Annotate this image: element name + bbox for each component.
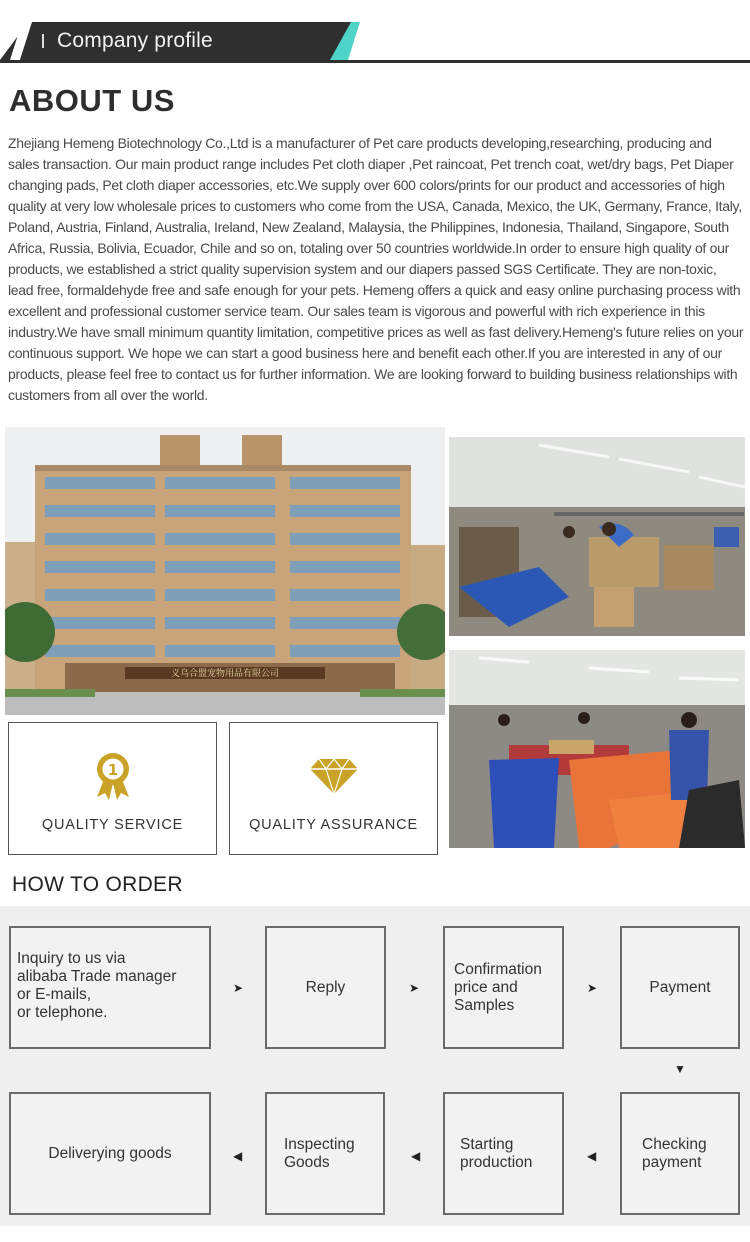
- about-title: ABOUT US: [9, 83, 175, 118]
- about-text: Zhejiang Hemeng Biotechnology Co.,Ltd is a manufacturer of Pet care products developing,researching, producing and sales transaction. Our main product range includes Pet cloth diaper ,Pet raincoat, Pet trench coat, wet/dry bags, Pet Diaper changing pads, Pet cloth diaper accessories, etc.We supply over 600 colors/prints for our product and accessories of high quality at very low wholesale prices to customers who come from the USA, Canada, Mexico, the UK, Germany, France, Italy, Poland, Austria, Finland, Australia, Ireland, New Zealand, Malaysia, the Philippines, Indonesia, Thailand, Singapore, South Africa, Russia, Bolivia, Ecuador, Chile and so on, totaling over 50 countries worldwide.In order to ensure high quality of our products, we established a strict quality supervision system and our diapers passed SGS Certificate. They are non-toxic, lead free, formaldehyde free and safe enough for your pets. Hemeng offers a quick and easy online purchasing process with excellent and professional customer service team. Our sales team is vigorous and powerful with rich experience in this industry.We have small minimum quantity limitation, competitive prices as well as fast delivery.Hemeng's future relies on your continuous support. We hope we can start a good business here and benefit each other.If you are interested in any of our products, please feel free to contact us for further information. We are looking forward to building business relationships with customers from all over the world.: [8, 135, 744, 403]
- step-checking-line-2: payment: [642, 1153, 702, 1171]
- step-checking: [620, 1092, 740, 1215]
- arrow-left-icon: ◀: [411, 1149, 421, 1163]
- how-to-order-title: HOW TO ORDER: [12, 873, 183, 896]
- step-confirmation: [443, 926, 564, 1049]
- arrow-right-icon: ➤: [409, 981, 420, 995]
- step-inspecting: [265, 1092, 385, 1215]
- banner-divider: [42, 34, 44, 48]
- step-inspecting-line-2: Goods: [284, 1153, 330, 1171]
- quality-service-card: [8, 722, 217, 855]
- step-reply-label: Reply: [305, 978, 346, 996]
- arrow-right-icon: ➤: [587, 981, 598, 995]
- medal-icon: [93, 751, 133, 806]
- step-checking-line-1: Checking: [642, 1135, 707, 1153]
- step-inquiry-line-2: alibaba Trade manager: [17, 968, 177, 985]
- banner-title: Company profile: [57, 29, 213, 52]
- banner-underline: [0, 60, 750, 63]
- arrow-right-icon: ➤: [233, 981, 244, 995]
- step-inquiry: [9, 926, 211, 1049]
- factory-workshop-photo-2: [449, 650, 745, 848]
- quality-assurance-label: QUALITY ASSURANCE: [249, 817, 418, 833]
- svg-text:1: 1: [107, 761, 118, 779]
- section-banner: [0, 0, 750, 64]
- step-inspecting-line-1: Inspecting: [284, 1135, 355, 1153]
- building-sign-text: 义乌合盟宠物用品有限公司: [170, 668, 280, 678]
- arrow-left-icon: ◀: [233, 1149, 243, 1163]
- step-inquiry-line-1: Inquiry to us via: [17, 950, 126, 967]
- step-starting-line-1: Starting: [460, 1135, 514, 1153]
- factory-workshop-photo-1: [449, 437, 745, 636]
- step-delivering: [9, 1092, 211, 1215]
- quality-assurance-card: [229, 722, 438, 855]
- step-starting: [443, 1092, 564, 1215]
- step-payment: [620, 926, 740, 1049]
- step-reply: [265, 926, 386, 1049]
- step-confirmation-line-3: Samples: [454, 996, 515, 1014]
- arrow-left-icon: ◀: [587, 1149, 597, 1163]
- diamond-icon: [309, 757, 359, 800]
- step-inquiry-line-3: or E-mails,: [17, 986, 92, 1003]
- company-building-photo: [5, 427, 445, 715]
- step-confirmation-line-2: price and: [454, 978, 518, 996]
- quality-service-label: QUALITY SERVICE: [41, 817, 184, 833]
- step-inquiry-line-4: or telephone.: [17, 1004, 108, 1021]
- arrow-down-icon: ▼: [674, 1062, 686, 1076]
- step-confirmation-line-1: Confirmation: [454, 960, 542, 978]
- step-payment-label: Payment: [649, 978, 711, 996]
- step-delivering-label: Deliverying goods: [48, 1144, 172, 1162]
- step-starting-line-2: production: [460, 1153, 533, 1171]
